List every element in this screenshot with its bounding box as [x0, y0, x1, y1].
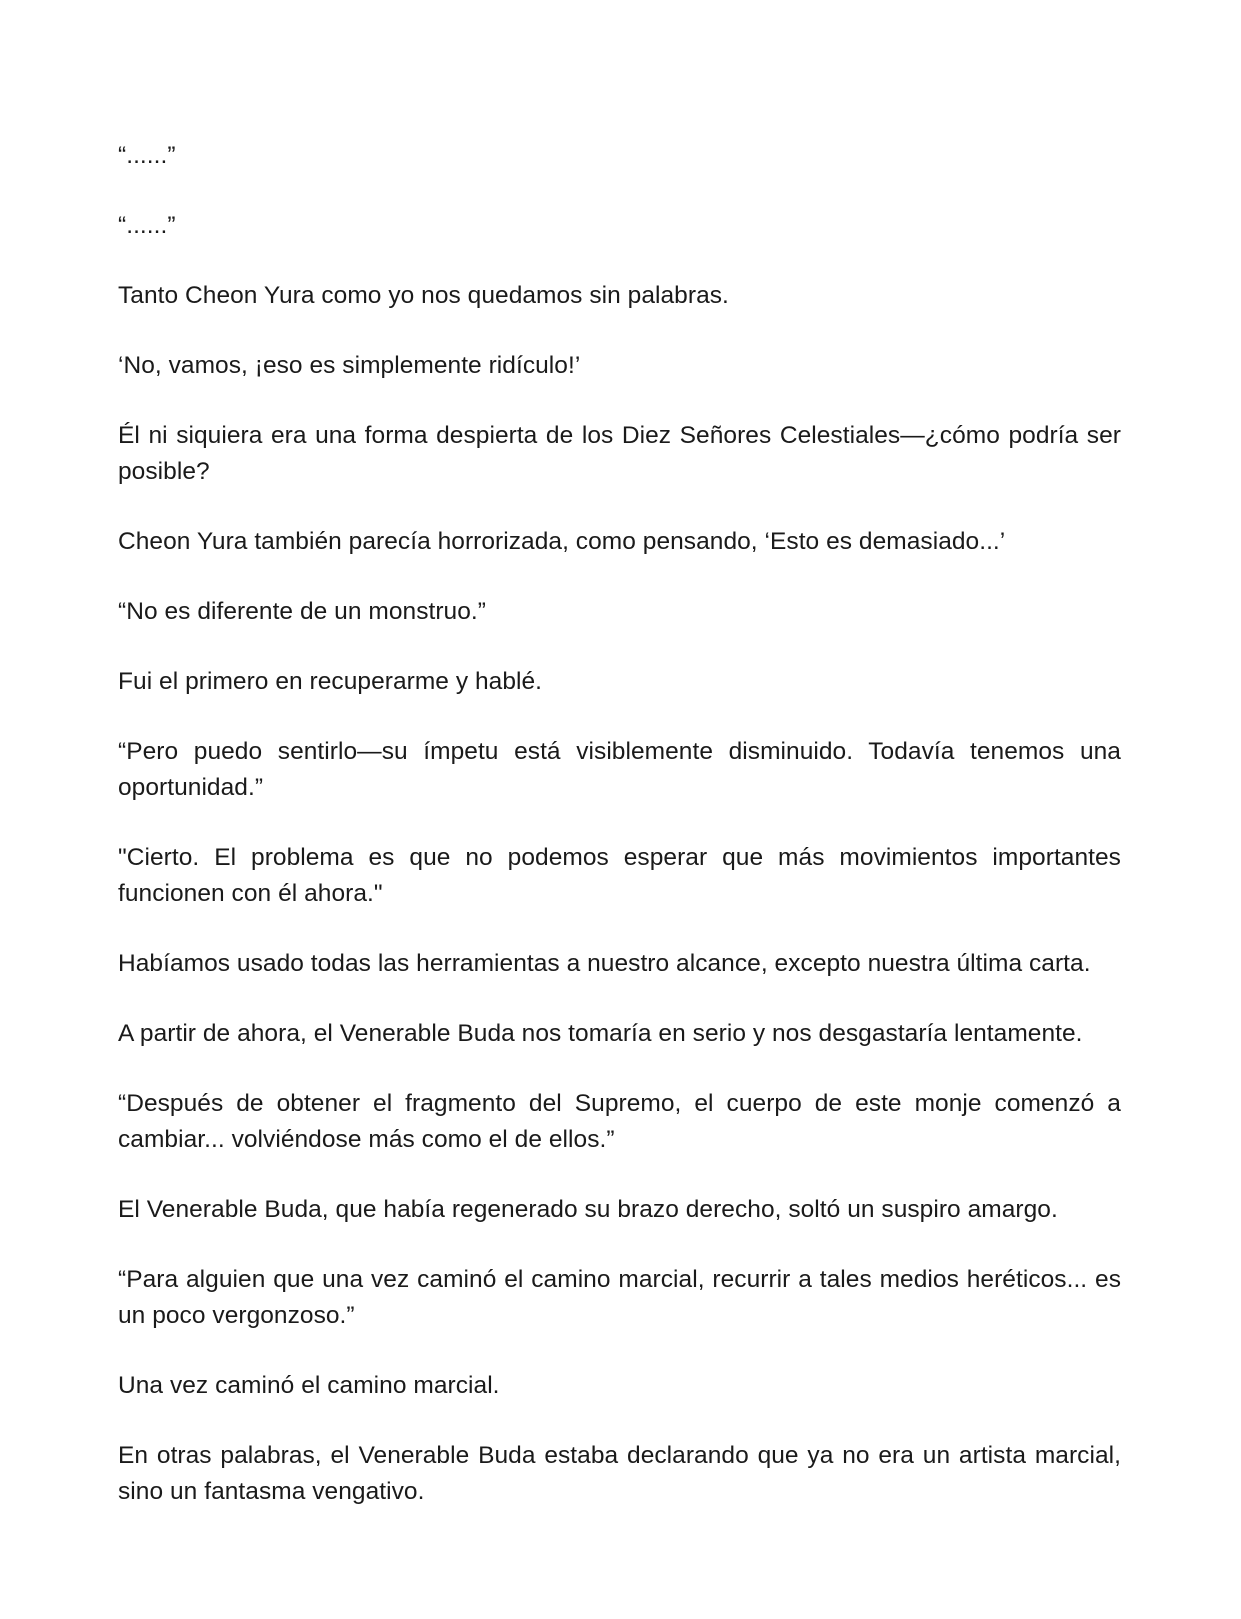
paragraph: El Venerable Buda, que había regenerado su brazo derecho, soltó un suspiro amargo.	[118, 1196, 1058, 1223]
paragraph: “No es diferente de un monstruo.”	[118, 598, 486, 625]
paragraph: Tanto Cheon Yura como yo nos quedamos sin palabras.	[118, 282, 729, 309]
paragraph: “......”	[118, 142, 176, 169]
paragraph: Cheon Yura también parecía horrorizada, como pensando, ‘Esto es demasiado...’	[118, 528, 1006, 555]
document-page	[118, 138, 1121, 1544]
paragraph: Habíamos usado todas las herramientas a nuestro alcance, excepto nuestra última carta.	[118, 950, 1091, 977]
paragraph: “Pero puedo sentirlo—su ímpetu está visiblemente disminuido. Todavía tenemos una oportunidad.”	[118, 738, 1121, 801]
paragraph: “Para alguien que una vez caminó el camino marcial, recurrir a tales medios heréticos... es un poco vergonzoso.”	[118, 1266, 1121, 1329]
paragraph: ‘No, vamos, ¡eso es simplemente ridículo!’	[118, 352, 581, 379]
paragraph: Una vez caminó el camino marcial.	[118, 1372, 500, 1399]
paragraph: “Después de obtener el fragmento del Supremo, el cuerpo de este monje comenzó a cambiar... volviéndose más como el de ellos.”	[118, 1090, 1121, 1153]
paragraph: A partir de ahora, el Venerable Buda nos tomaría en serio y nos desgastaría lentamente.	[118, 1020, 1083, 1047]
paragraph: Fui el primero en recuperarme y hablé.	[118, 668, 543, 695]
paragraph: “......”	[118, 212, 176, 239]
paragraph: En otras palabras, el Venerable Buda estaba declarando que ya no era un artista marcial, sino un fantasma vengativo.	[118, 1442, 1121, 1505]
paragraph: "Cierto. El problema es que no podemos esperar que más movimientos importantes funcionen con él ahora."	[118, 844, 1121, 907]
paragraph: Él ni siquiera era una forma despierta de los Diez Señores Celestiales—¿cómo podría ser posible?	[118, 422, 1121, 485]
